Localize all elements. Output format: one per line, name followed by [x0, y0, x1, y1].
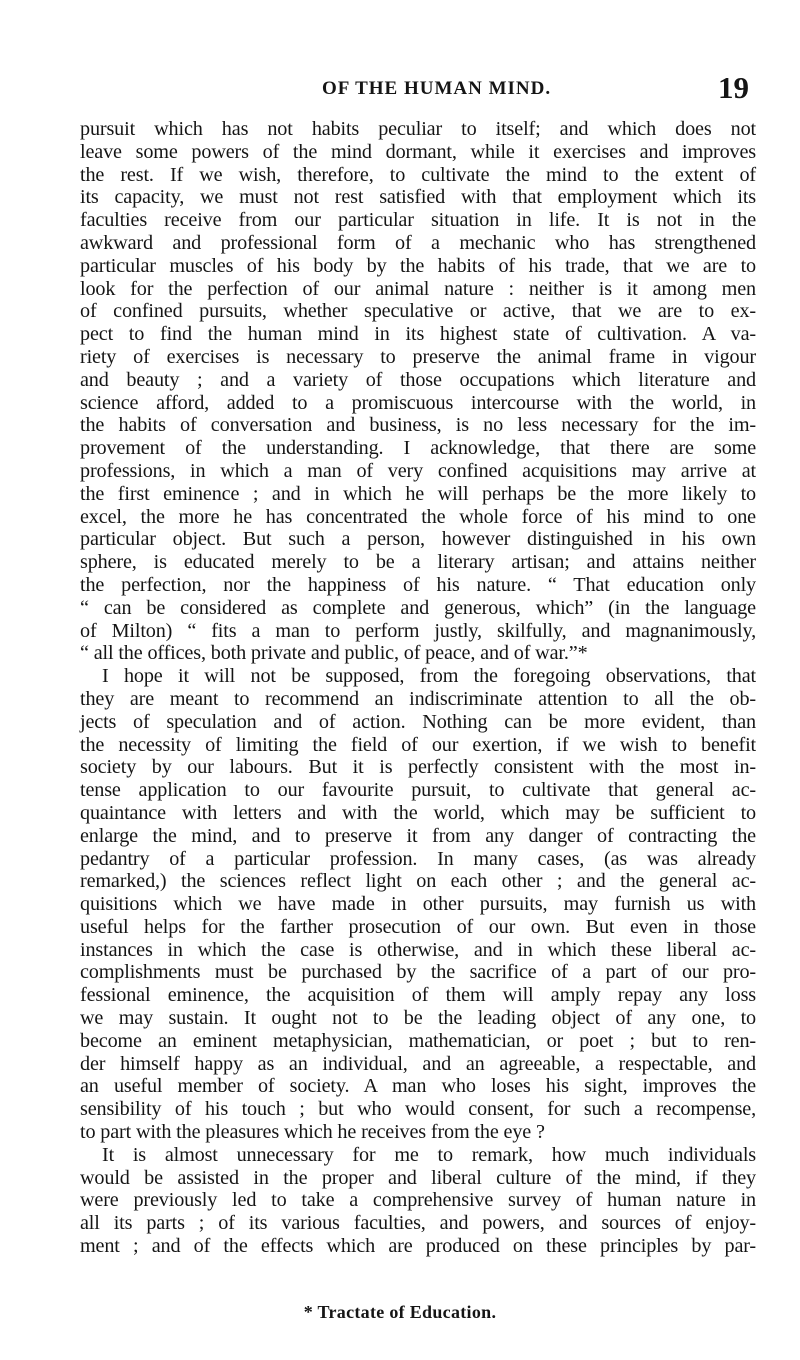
- text-line: become an eminent metaphysician, mathematician, or poet ; but to ren-: [80, 1029, 756, 1052]
- running-title: OF THE HUMAN MIND.: [322, 78, 552, 99]
- text-line: were previously led to take a comprehensive survey of human nature in: [80, 1189, 756, 1212]
- text-line: excel, the more he has concentrated the whole force of his mind to one: [80, 505, 756, 528]
- text-line: sphere, is educated merely to be a literary artisan; and attains neither: [80, 551, 756, 574]
- text-line: we may sustain. It ought not to be the leading object of any one, to: [80, 1007, 756, 1030]
- text-line: riety of exercises is necessary to preserve the animal frame in vigour: [80, 345, 756, 368]
- text-line: awkward and professional form of a mechanic who has strengthened: [80, 231, 756, 254]
- text-line: of Milton) “ fits a man to perform justly, skilfully, and magnanimously,: [80, 619, 756, 642]
- text-line: they are meant to recommend an indiscriminate attention to all the ob-: [80, 687, 756, 710]
- text-line: I hope it will not be supposed, from the foregoing observations, that: [102, 665, 756, 688]
- text-line: of confined pursuits, whether speculative or active, that we are to ex-: [80, 300, 756, 323]
- text-line: science afford, added to a promiscuous intercourse with the world, in: [80, 391, 756, 414]
- text-line: remarked,) the sciences reflect light on each other ; and the general ac-: [80, 870, 756, 893]
- text-line: professions, in which a man of very confined acquisitions may arrive at: [80, 459, 756, 482]
- text-line: pursuit which has not habits peculiar to itself; and which does not: [80, 118, 756, 140]
- text-line: particular object. But such a person, however distinguished in his own: [80, 528, 756, 551]
- text-line: and beauty ; and a variety of those occupations which literature and: [80, 368, 756, 391]
- text-line: pect to find the human mind in its highest state of cultivation. A va-: [80, 323, 756, 346]
- text-line: der himself happy as an individual, and an agreeable, a respectable, and: [80, 1052, 756, 1075]
- text-line: the habits of conversation and business, is no less necessary for the im-: [80, 414, 756, 437]
- text-line: tense application to our favourite pursuit, to cultivate that general ac-: [80, 779, 756, 802]
- text-line: the perfection, nor the happiness of his nature. “ That education only: [80, 573, 756, 596]
- text-line: instances in which the case is otherwise, and in which these liberal ac-: [80, 938, 756, 961]
- text-line: sensibility of his touch ; but who would consent, for such a recompense,: [80, 1098, 756, 1121]
- text-line: pedantry of a particular profession. In many cases, (as was already: [80, 847, 756, 870]
- text-line: all its parts ; of its various faculties, and powers, and sources of enjoy-: [80, 1212, 756, 1235]
- text-line: an useful member of society. A man who loses his sight, improves the: [80, 1075, 756, 1098]
- running-head: [0, 70, 800, 110]
- page-number: 19: [718, 70, 749, 105]
- text-line: would be assisted in the proper and liberal culture of the mind, if they: [80, 1166, 756, 1189]
- text-line: particular muscles of his body by the habits of his trade, that we are to: [80, 254, 756, 277]
- text-line: “ all the offices, both private and public, of peace, and of war.”*: [80, 642, 588, 665]
- text-line: It is almost unnecessary for me to remark, how much individuals: [102, 1143, 756, 1166]
- footnote: * Tractate of Education.: [303, 1302, 497, 1322]
- text-line: quisitions which we have made in other pursuits, may furnish us with: [80, 893, 756, 916]
- text-line: the necessity of limiting the field of our exertion, if we wish to benefit: [80, 733, 756, 756]
- text-line: enlarge the mind, and to preserve it from any danger of contracting the: [80, 824, 756, 847]
- text-line: “ can be considered as complete and generous, which” (in the language: [80, 596, 756, 619]
- text-line: jects of speculation and of action. Nothing can be more evident, than: [80, 710, 756, 733]
- text-line: complishments must be purchased by the sacrifice of a part of our pro-: [80, 961, 756, 984]
- text-line: leave some powers of the mind dormant, while it exercises and improves: [80, 140, 756, 163]
- body-text: [80, 118, 756, 1258]
- text-line: ment ; and of the effects which are produced on these principles by par-: [80, 1235, 756, 1258]
- text-line: its capacity, we must not rest satisfied with that employment which its: [80, 186, 756, 209]
- text-line: the rest. If we wish, therefore, to cultivate the mind to the extent of: [80, 163, 756, 186]
- text-line: faculties receive from our particular situation in life. It is not in the: [80, 209, 756, 232]
- text-line: to part with the pleasures which he receives from the eye ?: [80, 1121, 545, 1144]
- text-line: useful helps for the farther prosecution of our own. But even in those: [80, 915, 756, 938]
- text-line: society by our labours. But it is perfectly consistent with the most in-: [80, 756, 756, 779]
- text-line: fessional eminence, the acquisition of them will amply repay any loss: [80, 984, 756, 1007]
- text-line: the first eminence ; and in which he will perhaps be the more likely to: [80, 482, 756, 505]
- text-line: provement of the understanding. I acknowledge, that there are some: [80, 437, 756, 460]
- text-line: quaintance with letters and with the world, which may be sufficient to: [80, 801, 756, 824]
- text-line: look for the perfection of our animal nature : neither is it among men: [80, 277, 756, 300]
